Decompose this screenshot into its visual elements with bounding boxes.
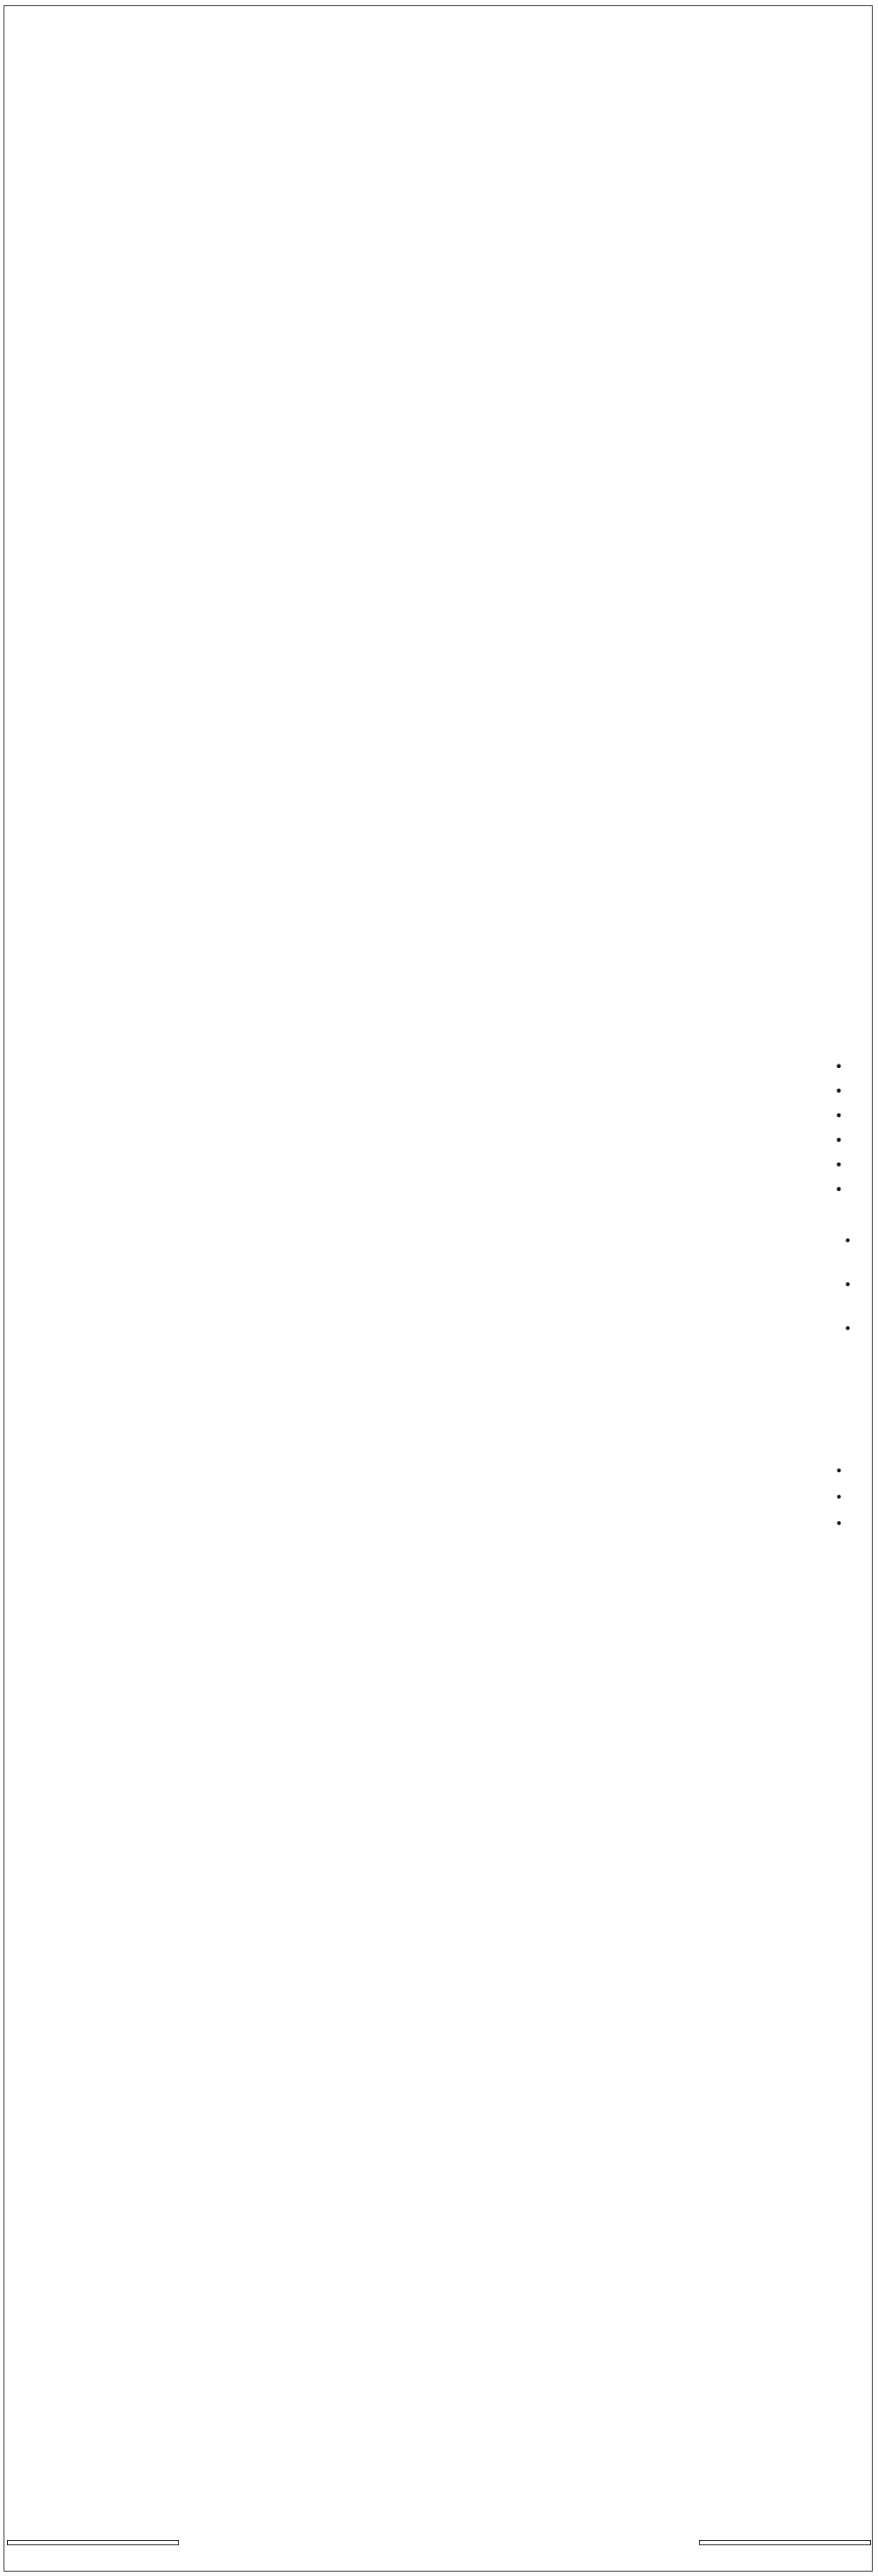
bullet-icon: • (835, 1463, 843, 1479)
bullet-icon: • (834, 1108, 843, 1124)
nif-line (26, 195, 483, 215)
candidacy-item (35, 1157, 843, 1173)
bullet-icon: • (835, 1490, 843, 1505)
technical-capacity-item (35, 1277, 852, 1293)
candidacy-item (35, 1108, 843, 1124)
candidacy-item (35, 1132, 843, 1149)
bullet-icon: • (835, 1516, 843, 1532)
bullet-icon: • (834, 1157, 843, 1173)
footer-newspaper-box (7, 2540, 179, 2545)
footer-anep-box (699, 2540, 871, 2545)
bullet-icon: • (834, 1083, 843, 1100)
candidacy-item (35, 1181, 843, 1198)
bullet-icon: • (834, 1058, 843, 1075)
technical-capacity-item (35, 1321, 852, 1337)
technical-offer-item (35, 1516, 843, 1532)
candidacy-item (35, 1083, 843, 1100)
bullet-icon: • (844, 1233, 852, 1249)
bullet-icon: • (834, 1181, 843, 1198)
bullet-icon: • (834, 1132, 843, 1149)
technical-offer-item (35, 1490, 843, 1505)
bullet-icon: • (844, 1321, 852, 1337)
technical-capacity-item (35, 1233, 852, 1249)
equipment-line (33, 601, 859, 618)
bullet-icon: • (844, 1277, 852, 1293)
technical-offer-item (35, 1463, 843, 1479)
candidacy-item (35, 1058, 843, 1075)
